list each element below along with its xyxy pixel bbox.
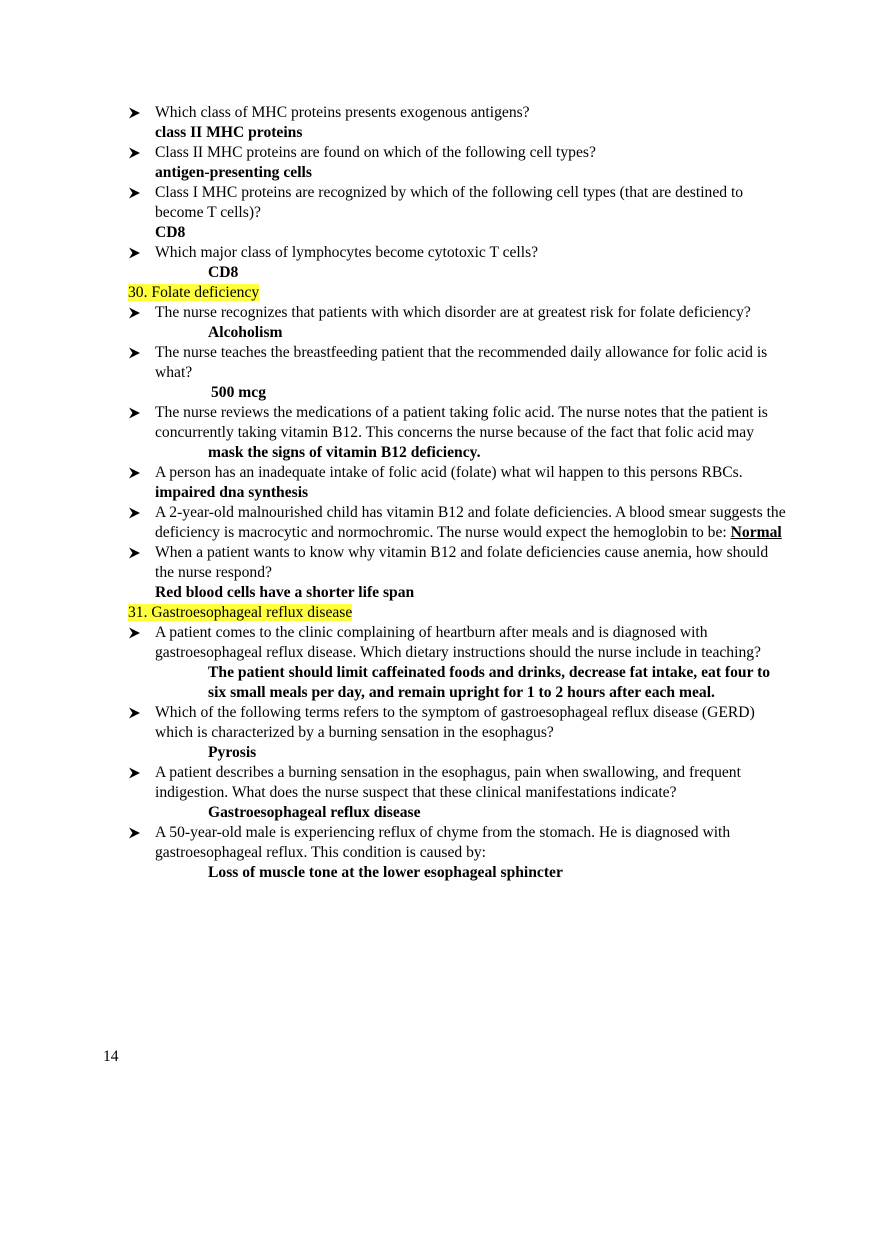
- question-item: [128, 823, 788, 863]
- question-item: [128, 543, 788, 583]
- answer-text: Loss of muscle tone at the lower esophageal sphincter: [208, 864, 563, 881]
- question-item: [128, 143, 788, 163]
- answer-text: 500 mcg: [211, 384, 266, 401]
- question-text: Which major class of lymphocytes become cytotoxic T cells?: [155, 244, 539, 261]
- page-number: 14: [103, 1048, 119, 1065]
- inline-answer: Normal: [730, 524, 782, 541]
- bullet-arrow-icon: [128, 503, 148, 523]
- answer-text: Red blood cells have a shorter life span: [155, 584, 415, 601]
- bullet-arrow-icon: [128, 103, 148, 123]
- bullet-arrow-icon: [128, 183, 148, 203]
- answer-text: class II MHC proteins: [155, 124, 303, 141]
- bullet-arrow-icon: [128, 703, 148, 723]
- bullet-arrow-icon: [128, 823, 148, 843]
- answer-text: The patient should limit caffeinated foods and drinks, decrease fat intake, eat four to six small meals per day, and remain upright for 1 to 2 hours after each meal.: [208, 664, 771, 701]
- bullet-arrow-icon: [128, 303, 148, 323]
- question-text: A person has an inadequate intake of folic acid (folate) what wil happen to this persons RBCs.: [155, 464, 743, 481]
- question-item: [128, 243, 788, 263]
- question-text: Class I MHC proteins are recognized by which of the following cell types (that are destined to become T cells)?: [155, 184, 744, 221]
- question-text: The nurse recognizes that patients with which disorder are at greatest risk for folate deficiency?: [155, 304, 751, 321]
- question-text: A 2-year-old malnourished child has vitamin B12 and folate deficiencies. A blood smear suggests the deficiency is macrocytic and normochromic. The nurse would expect the hemoglobin to be:: [155, 504, 786, 541]
- question-text: The nurse reviews the medications of a patient taking folic acid. The nurse notes that the patient is concurrently taking vitamin B12. This concerns the nurse because of the fact that folic acid may: [155, 404, 768, 441]
- question-item: [128, 503, 788, 543]
- question-item: [128, 463, 788, 483]
- page-content: [128, 103, 788, 883]
- question-text: A patient comes to the clinic complaining of heartburn after meals and is diagnosed with gastroesophageal reflux disease. Which dietary instructions should the nurse include in teaching?: [155, 624, 761, 661]
- answer-text: antigen-presenting cells: [155, 164, 312, 181]
- answer-text: mask the signs of vitamin B12 deficiency.: [208, 444, 481, 461]
- answer-text: CD8: [208, 264, 239, 281]
- question-item: [128, 183, 788, 223]
- bullet-arrow-icon: [128, 543, 148, 563]
- bullet-arrow-icon: [128, 403, 148, 423]
- answer-text: impaired dna synthesis: [155, 484, 309, 501]
- section-heading-text: 31. Gastroesophageal reflux disease: [128, 604, 353, 621]
- bullet-arrow-icon: [128, 243, 148, 263]
- bullet-arrow-icon: [128, 623, 148, 643]
- question-text: Class II MHC proteins are found on which of the following cell types?: [155, 144, 596, 161]
- question-text: The nurse teaches the breastfeeding patient that the recommended daily allowance for folic acid is what?: [155, 344, 768, 381]
- question-item: [128, 343, 788, 383]
- question-item: [128, 303, 788, 323]
- question-item: [128, 103, 788, 123]
- bullet-arrow-icon: [128, 143, 148, 163]
- bullet-arrow-icon: [128, 343, 148, 363]
- section-heading: [128, 603, 788, 623]
- question-text: Which class of MHC proteins presents exogenous antigens?: [155, 104, 530, 121]
- section-heading-text: 30. Folate deficiency: [128, 284, 260, 301]
- question-item: [128, 763, 788, 803]
- bullet-arrow-icon: [128, 463, 148, 483]
- bullet-arrow-icon: [128, 763, 148, 783]
- question-item: [128, 403, 788, 443]
- question-item: [128, 703, 788, 743]
- answer-text: Pyrosis: [208, 744, 257, 761]
- question-text: When a patient wants to know why vitamin B12 and folate deficiencies cause anemia, how should the nurse respond?: [155, 544, 769, 581]
- question-text: Which of the following terms refers to the symptom of gastroesophageal reflux disease (GERD) which is characterized by a burning sensation in the esophagus?: [155, 704, 755, 741]
- answer-text: Gastroesophageal reflux disease: [208, 804, 421, 821]
- question-text: A 50-year-old male is experiencing reflux of chyme from the stomach. He is diagnosed with gastroesophageal reflux. This condition is caused by:: [155, 824, 731, 861]
- answer-text: CD8: [155, 224, 186, 241]
- answer-text: Alcoholism: [208, 324, 283, 341]
- question-item: [128, 623, 788, 663]
- question-text: A patient describes a burning sensation in the esophagus, pain when swallowing, and frequent indigestion. What does the nurse suspect that these clinical manifestations indicate?: [155, 764, 741, 801]
- section-heading: [128, 283, 788, 303]
